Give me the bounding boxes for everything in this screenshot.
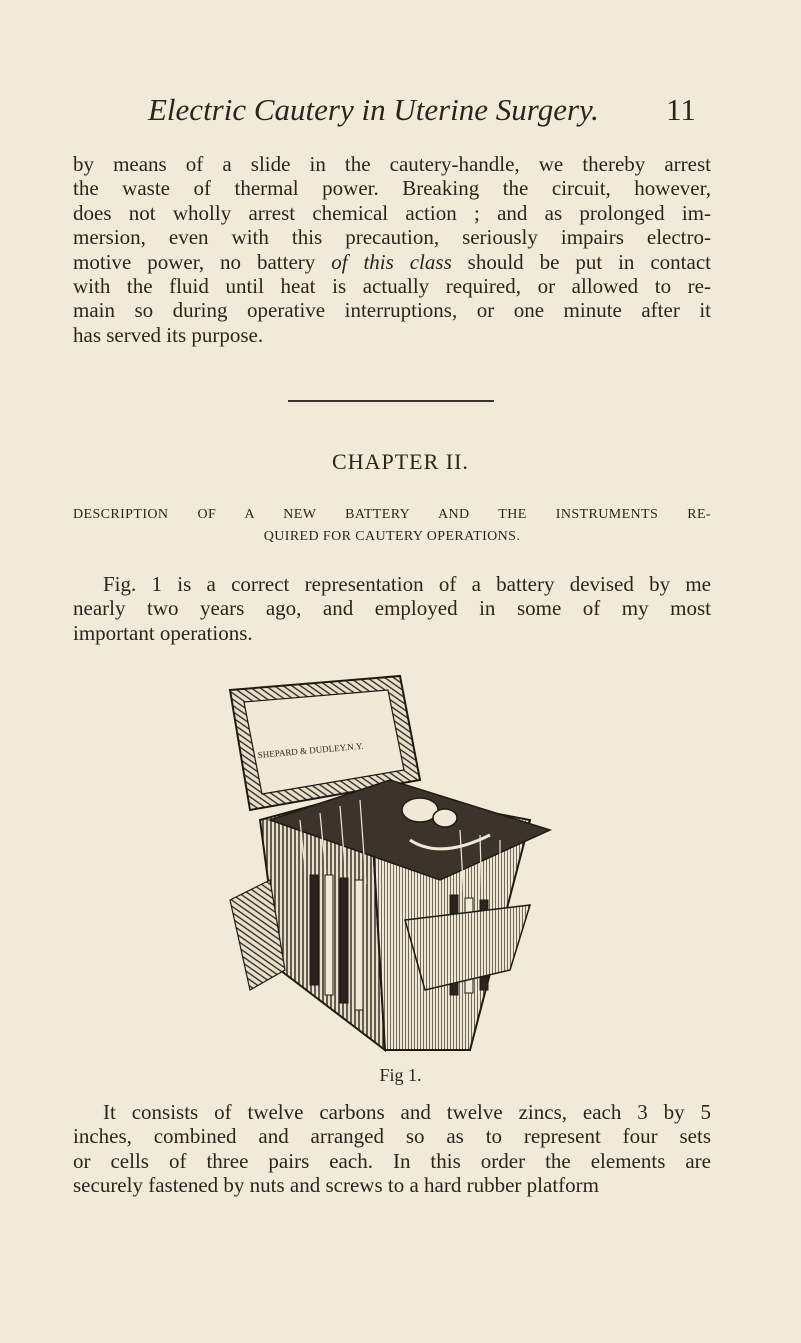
text-segment: motive power, no battery xyxy=(73,249,332,274)
battery-illustration xyxy=(210,670,590,1060)
text-line: has served its purpose. xyxy=(73,322,264,347)
text-line: with the fluid until heat is actually required, or allowed to re- xyxy=(73,274,711,299)
text-line: It consists of twelve carbons and twelve zincs, each 3 by 5 xyxy=(103,1100,711,1124)
paragraph-3 xyxy=(73,1100,711,1198)
text-line: the waste of thermal power. Breaking the circuit, however, xyxy=(73,176,711,201)
section-divider xyxy=(288,400,494,402)
subtitle-line: DESCRIPTION OF A NEW BATTERY AND THE INSTRUMENTS RE- xyxy=(73,507,711,522)
text-line: does not wholly arrest chemical action ; and as prolonged im- xyxy=(73,200,711,225)
text-segment: should be put in contact xyxy=(451,249,711,274)
front-panel xyxy=(405,905,530,990)
running-title: Electric Cautery in Uterine Surgery. xyxy=(148,92,599,127)
text-line: nearly two years ago, and employed in some of my most xyxy=(73,596,711,621)
chapter-title: CHAPTER II. xyxy=(332,449,469,474)
italic-phrase: of this class xyxy=(331,249,452,274)
text-line: by means of a slide in the cautery-handle, we thereby arrest xyxy=(73,152,711,176)
paragraph-1 xyxy=(73,152,711,347)
text-line xyxy=(73,250,711,274)
text-line: Fig. 1 is a correct representation of a battery devised by me xyxy=(103,572,711,596)
text-line: securely fastened by nuts and screws to a hard rubber platform xyxy=(73,1173,599,1198)
chapter-subtitle xyxy=(73,504,711,548)
page-number: 11 xyxy=(666,92,696,127)
text-line: main so during operative interruptions, or one minute after it xyxy=(73,298,711,323)
maker-label: SHEPARD & DUDLEY.N.Y. xyxy=(257,740,364,760)
paragraph-2 xyxy=(73,572,711,645)
text-line: important operations. xyxy=(73,620,253,645)
text-line: inches, combined and arranged so as to represent four sets xyxy=(73,1124,711,1149)
text-line: mersion, even with this precaution, seriously impairs electro- xyxy=(73,225,711,250)
text-line: or cells of three pairs each. In this order the elements are xyxy=(73,1148,711,1173)
figure-caption: Fig 1. xyxy=(379,1065,422,1085)
subtitle-line: QUIRED FOR CAUTERY OPERATIONS. xyxy=(263,529,521,544)
